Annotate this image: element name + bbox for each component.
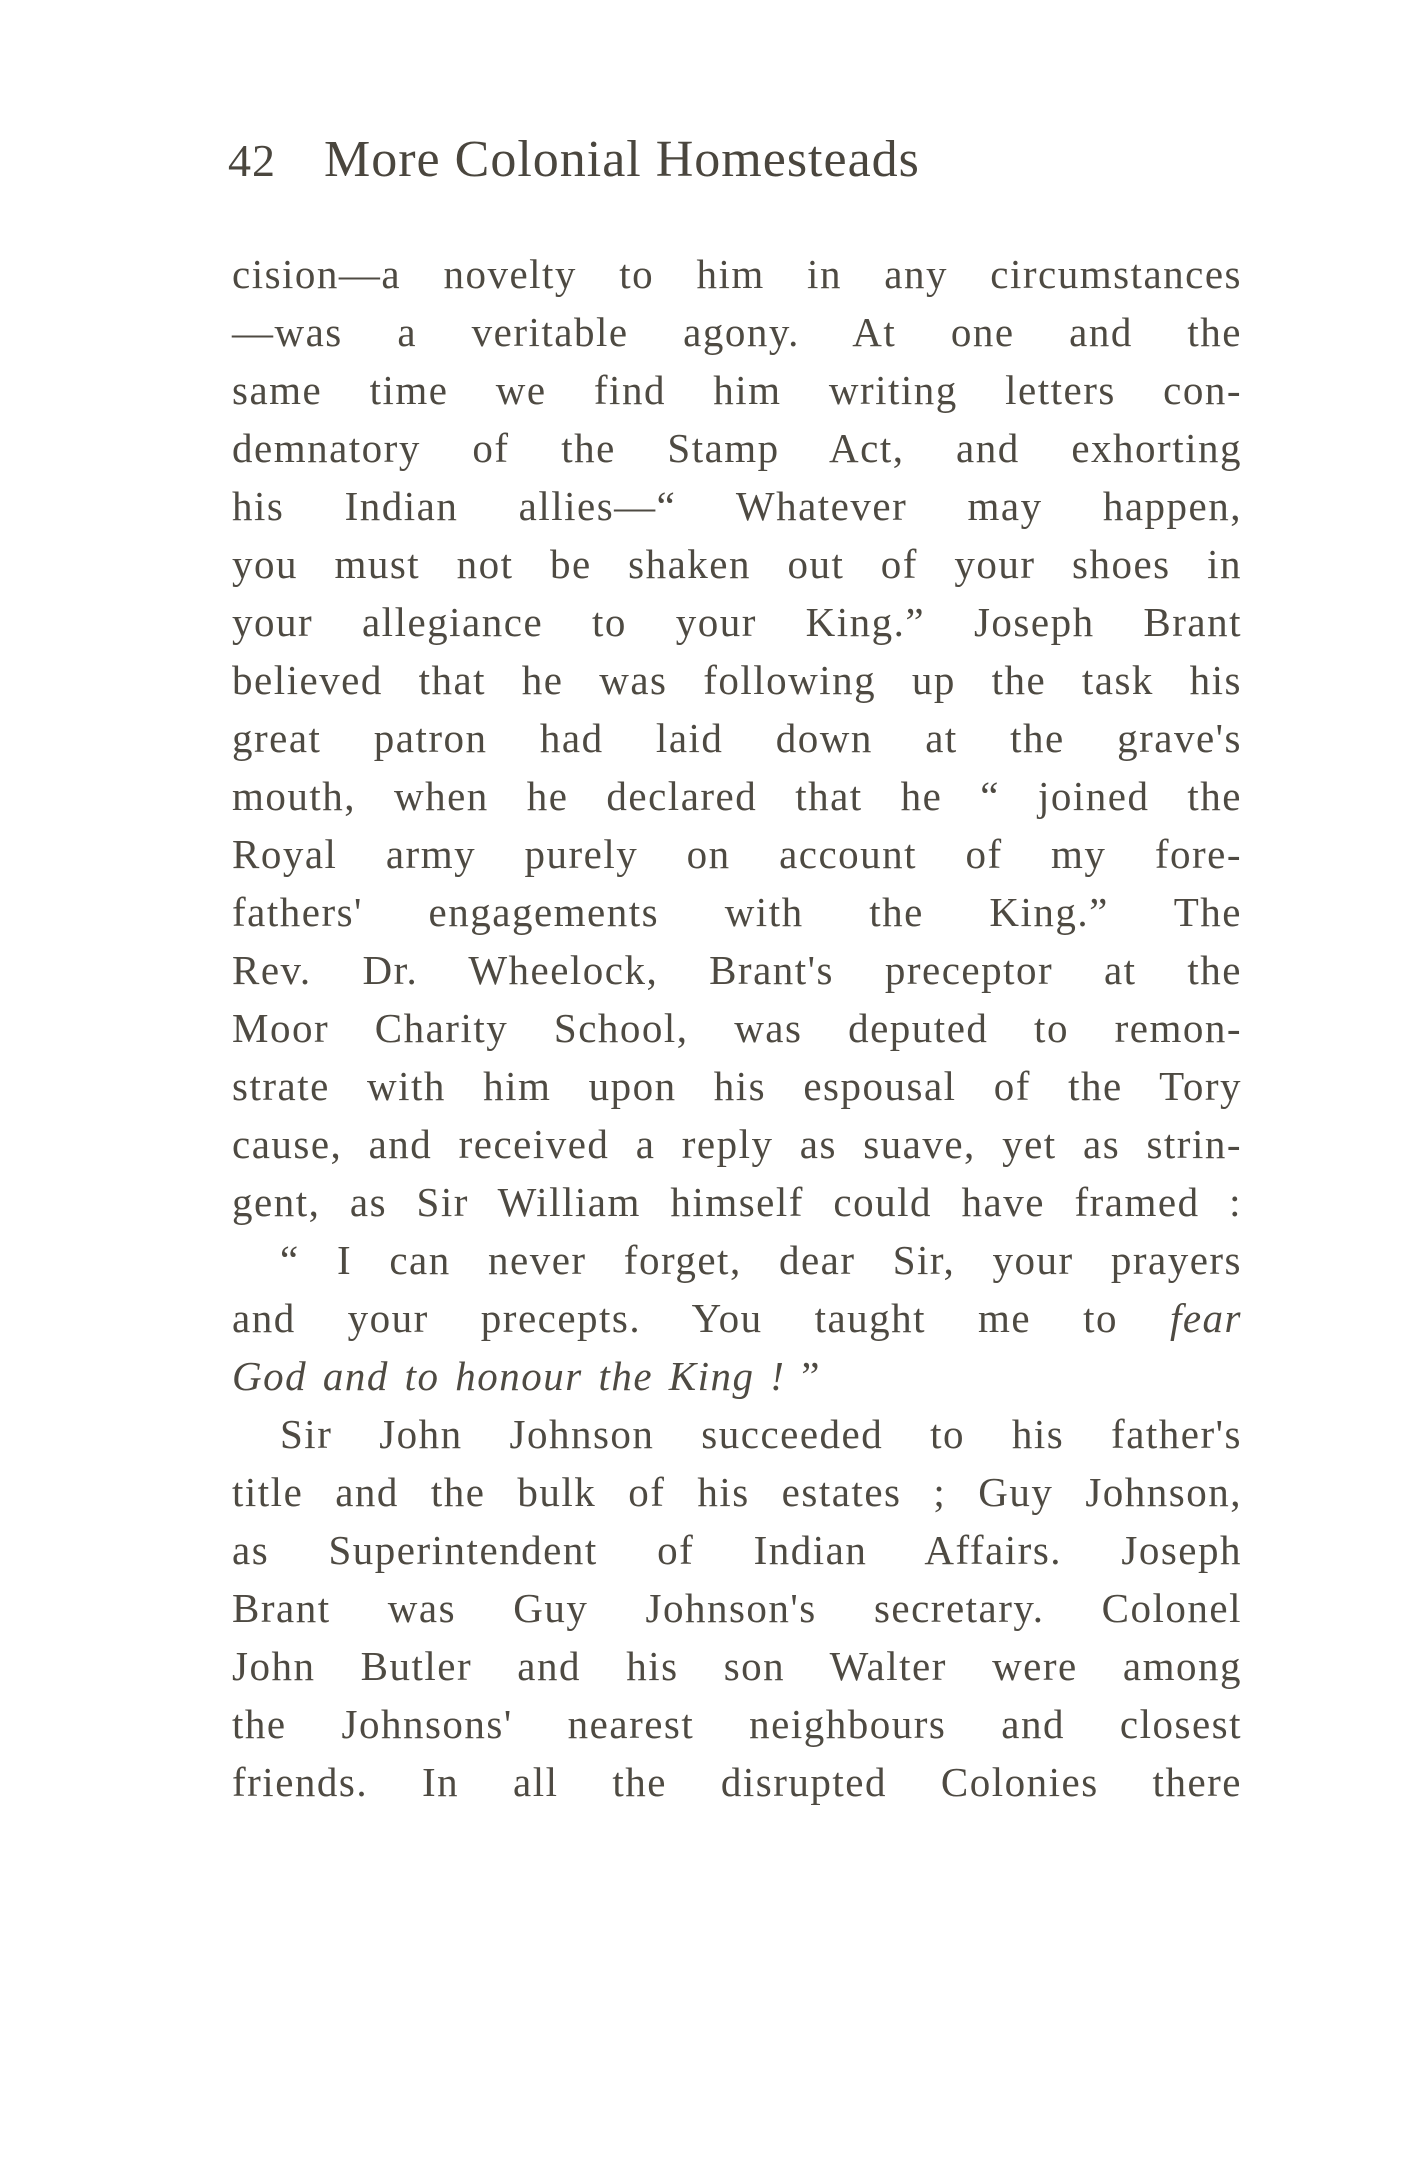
- quote-line: [232, 1289, 1242, 1347]
- text-line: cause, and received a reply as suave, yet as strin-: [232, 1121, 1242, 1167]
- text-line: great patron had laid down at the grave's: [232, 715, 1242, 761]
- text-line: title and the bulk of his estates ; Guy Johnson,: [232, 1469, 1242, 1515]
- text-line: fathers' engagements with the King.” The: [232, 889, 1242, 935]
- text-line: friends. In all the disrupted Colonies there: [232, 1759, 1242, 1805]
- text-line: his Indian allies—“ Whatever may happen,: [232, 483, 1242, 529]
- quote-line: [232, 1347, 1242, 1405]
- running-title: More Colonial Homesteads: [324, 131, 920, 188]
- text-line: Royal army purely on account of my fore-: [232, 831, 1242, 877]
- quote-italic-text: God and to honour the King !: [232, 1353, 786, 1399]
- text-line: strate with him upon his espousal of the Tory: [232, 1063, 1242, 1109]
- text-line: as Superintendent of Indian Affairs. Joseph: [232, 1527, 1242, 1573]
- text-line: believed that he was following up the task his: [232, 657, 1242, 703]
- page-number: 42: [228, 135, 276, 186]
- text-line: your allegiance to your King.” Joseph Brant: [232, 599, 1242, 645]
- text-line: you must not be shaken out of your shoes in: [232, 541, 1242, 587]
- text-line: mouth, when he declared that he “ joined the: [232, 773, 1242, 819]
- quote-line: “ I can never forget, dear Sir, your prayers: [280, 1237, 1242, 1283]
- text-line: Brant was Guy Johnson's secretary. Colonel: [232, 1585, 1242, 1631]
- text-line: demnatory of the Stamp Act, and exhorting: [232, 425, 1242, 471]
- text-line: cision—a novelty to him in any circumstances: [232, 251, 1242, 297]
- text-line: John Butler and his son Walter were among: [232, 1643, 1242, 1689]
- text-line: same time we find him writing letters con-: [232, 367, 1242, 413]
- page-header: [228, 130, 1238, 200]
- text-line: Moor Charity School, was deputed to remon-: [232, 1005, 1242, 1051]
- text-line: —was a veritable agony. At one and the: [232, 309, 1242, 355]
- body-text: [232, 245, 1242, 1811]
- quote-text: and your precepts. You taught me to: [232, 1295, 1118, 1341]
- text-line: gent, as Sir William himself could have framed :: [232, 1179, 1242, 1225]
- text-line: Sir John Johnson succeeded to his father's: [280, 1411, 1242, 1457]
- text-line: the Johnsons' nearest neighbours and closest: [232, 1701, 1242, 1747]
- text-line: Rev. Dr. Wheelock, Brant's preceptor at the: [232, 947, 1242, 993]
- closing-quote: ”: [801, 1353, 821, 1399]
- quote-italic-text: fear: [1169, 1295, 1243, 1341]
